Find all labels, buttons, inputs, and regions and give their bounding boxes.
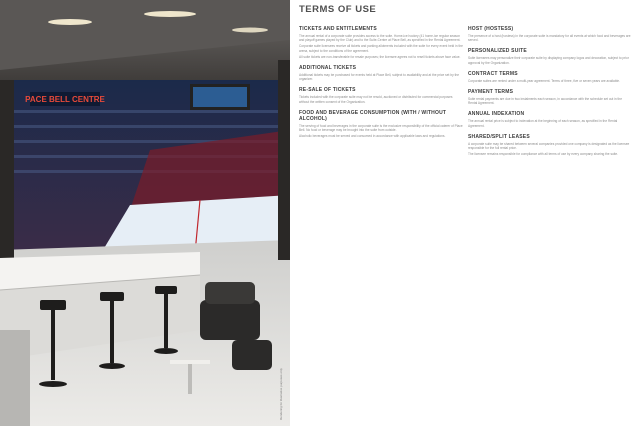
section-heading: HOST (HOSTESS): [468, 26, 514, 32]
section-paragraph: The licensee remains responsible for compliance with all terms of use by every company sharing the suite.: [468, 152, 619, 157]
section-personalized-suite: [468, 48, 632, 64]
section-heading: PAYMENT TERMS: [468, 89, 514, 96]
section-additional-tickets: [299, 65, 463, 81]
section-paragraph: The serving of food and beverages in the corporate suite is the exclusive responsibility of the official caterer of Place Bell. No food or beverage may be brought into the suite from outside.: [299, 123, 463, 133]
section-paragraph: The annual rental price is subject to indexation at the beginning of each season, as specified in the Rental Agreement.: [468, 119, 618, 128]
section-paragraph: Suite licensees may personalize their corporate suite by displaying company logos and decoration, subject to prior approval by the Organization.: [468, 56, 629, 65]
section-paragraph: Corporate suite licensees receive all tickets and parking allotments included with the suite for every event held in the arena, subject to the conditions of the agreement.: [299, 44, 463, 53]
section-paragraph: Suite rental payments are due in two instalments each season, in accordance with the schedule set out in the Rental Agreement.: [468, 97, 622, 106]
section-paragraph: Alcoholic beverages must be served and consumed in accordance with applicable laws and regulations.: [299, 134, 446, 139]
section-paragraph: The annual rental of a corporate suite provides access to the suite. Home-ice hockey (41 home-ice regular season and playoff games played by the Club) and to the Suite-Centre at Place Bell, as specified in the Rental Agreement.: [299, 34, 461, 43]
section-annual-indexation: [468, 111, 632, 127]
section-heading: ANNUAL INDEXATION: [468, 111, 525, 118]
section-heading: FOOD AND BEVERAGE CONSUMPTION (WITH / WITHOUT ALCOHOL): [299, 109, 447, 122]
section-paragraph: Additional tickets may be purchased for events held at Place Bell, subject to availability and at the price set by the organizer.: [299, 73, 459, 82]
section-heading: CONTRACT TERMS: [468, 70, 518, 77]
section-heading: ADDITIONAL TICKETS: [299, 65, 357, 72]
section-tickets: [299, 26, 463, 59]
section-paragraph: All suite tickets are non-transferable for resale purposes; the licensee agrees not to resell tickets above face value.: [299, 54, 461, 59]
section-payment-terms: [468, 89, 632, 105]
section-contract-terms: [468, 71, 632, 83]
section-food-beverage: [299, 110, 463, 139]
section-resale: [299, 87, 463, 103]
section-heading: PERSONALIZED SUITE: [468, 48, 527, 55]
arena-suite-illustration: [0, 0, 290, 426]
right-column: [468, 26, 632, 162]
section-heading: TICKETS AND ENTITLEMENTS: [299, 26, 377, 32]
section-host: [468, 26, 632, 42]
suite-photo: [0, 0, 290, 426]
left-column: [299, 26, 463, 144]
section-paragraph: A corporate suite may be shared between several companies provided one company is designated as the licensee responsible for the full rental price.: [468, 141, 630, 151]
terms-content: [290, 0, 638, 426]
section-paragraph: Tickets included with the corporate suite may not be resold, auctioned or distributed for commercial purposes without the written consent of the Organization.: [299, 95, 453, 104]
section-heading: SHARED/SPLIT LEASES: [468, 133, 530, 140]
page-title: TERMS OF USE: [299, 4, 377, 15]
section-heading: RE-SALE OF TICKETS: [299, 87, 356, 94]
photo-credit: Rendering for illustrative purposes only: [279, 368, 283, 420]
section-paragraph: Corporate suites are rented under a multi-year agreement. Terms of three, five or seven years are available.: [468, 78, 620, 83]
arena-signage: PACE BELL CENTRE: [25, 95, 105, 104]
section-paragraph: The presence of a host (hostess) in the corporate suite is mandatory for all events at which food and beverages are served.: [468, 34, 631, 43]
section-shared-leases: [468, 134, 632, 157]
